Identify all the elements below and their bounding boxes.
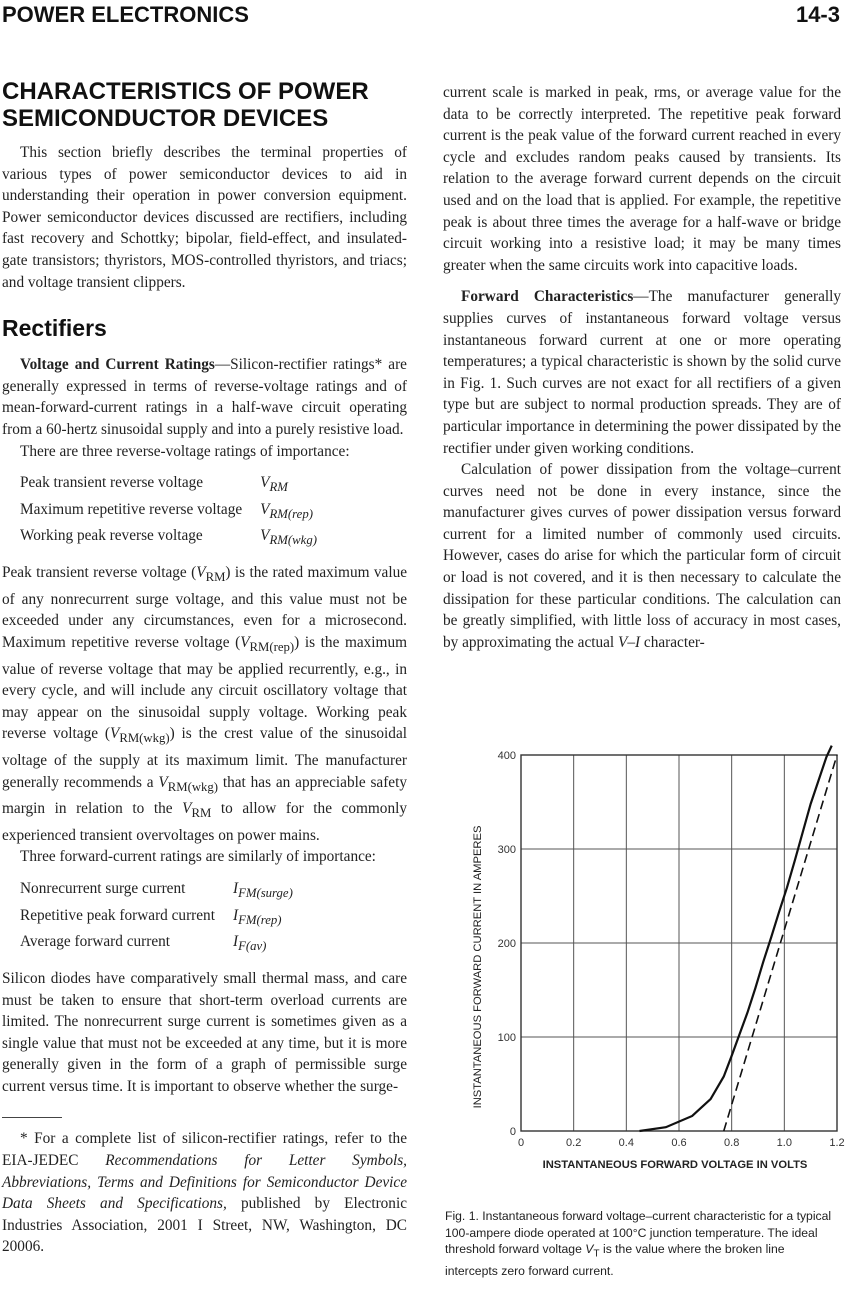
vi-characteristic-chart [443, 735, 845, 1185]
figure-caption: Fig. 1. Instantaneous forward voltage–current characteristic for a typical 100-ampere diode operated at 100°C junction temperature. The ideal threshold forward voltage $V_T$ is the value where the broken line intercepts zero forward current. [445, 1209, 832, 1278]
section-title: CHARACTERISTICS OF POWER SEMICONDUCTOR DEVICES [2, 78, 369, 132]
forward-run-in-head: Forward Characteristics [461, 288, 634, 306]
reverse-intro: There are three reverse-voltage ratings of importance: [20, 442, 350, 460]
reverse-explanation: Peak transient reverse voltage $(V_{RM})$ is the rated maximum value of any nonrecurrent surge voltage, and this value must not be exceeded under any circumstances, even for a microsecond. Maximum repetitive reverse voltage $(V_{RM(rep)})$ is the maximum value of reverse voltage that may be applied recurrently, e.g., in every cycle, and will include any circuit oscillatory voltage that may appear on the sinusoidal supply voltage. Working peak reverse voltage $(V_{RM(wkg)})$ is the crest value of the sinusoidal voltage of the supply at its maximum limit. The manufacturer generally recommends a $V_{RM(wkg)}$ that has an appreciable safety margin in relation to the $V_{RM}$ to allow for the commonly experienced transient overvoltages on power mains. [2, 564, 408, 844]
left-column [2, 78, 407, 1258]
y-tick-label: 200 [497, 938, 516, 950]
footnote: * For a complete list of silicon-rectifier ratings, refer to the EIA-JEDEC Recommendations for Letter Symbols, Abbreviations, Terms and Definitions for Semiconductor Device Data Sheets and Specifications, published by Electronic Industries Association, 2001 I Street, NW, Washington, DC 20006. [2, 1130, 407, 1256]
x-tick-label: 1.0 [776, 1137, 792, 1149]
page-header [0, 0, 846, 36]
rating-symbol: $I_{FM(surge)}$ [232, 880, 293, 901]
y-axis-label: INSTANTANEOUS FORWARD CURRENT IN AMPERES [472, 825, 484, 1109]
running-head: POWER ELECTRONICS [2, 2, 249, 27]
continued-paragraph: current scale is marked in peak, rms, or average value for the data to be correctly interpreted. The repetitive peak forward current is the peak value of the forward current reached in every cycle and excludes random peaks caused by transients. Its relation to the average forward current depends on the circuit used and on the load that is applied. For example, the repetitive peak is about three times the average for a half-wave or bridge circuit working into a resistive load; it may be many times greater when the same circuits work into capacitive loads. [443, 84, 841, 274]
rating-name: Peak transient reverse voltage [20, 474, 204, 492]
rating-name: Working peak reverse voltage [20, 527, 203, 545]
rating-symbol: $I_{F(av)}$ [232, 933, 267, 954]
y-tick-label: 300 [497, 844, 516, 856]
forward-characteristics-paragraph: Forward Characteristics—The manufacturer generally supplies curves of instantaneous forward voltage versus instantaneous forward current at one or more operating temperatures; a typical characteristic is shown by the solid curve in Fig. 1. Such curves are not exact for all rectifiers of a given type but are subject to normal production spreads. They are of particular importance in determining the power dissipated by the rectifier under given working conditions. [443, 288, 842, 457]
rating-name: Average forward current [20, 933, 171, 951]
x-tick-label: 0.8 [724, 1137, 740, 1149]
footnote-rule [2, 1117, 62, 1118]
page-number: 14-3 [795, 2, 840, 27]
table-row [20, 878, 293, 905]
y-tick-label: 0 [509, 1126, 516, 1138]
table-row [20, 931, 293, 958]
surge-paragraph: Silicon diodes have comparatively small thermal mass, and care must be taken to ensure that short-term overload currents are limited. The nonrecurrent surge current is sometimes given as a single value that must not be exceeded at any time, but it is more generally given in the form of a graph of permissible surge current versus time. It is important to observe whether the surge- [2, 969, 407, 1095]
rating-symbol: $V_{RM}$ [260, 474, 288, 495]
reverse-ratings-table [20, 472, 317, 552]
table-row [20, 905, 293, 932]
x-axis-label: INSTANTANEOUS FORWARD VOLTAGE IN VOLTS [542, 1159, 808, 1171]
ratings-paragraph [2, 354, 407, 440]
rating-symbol: $I_{FM(rep)}$ [232, 906, 282, 927]
table-row [20, 499, 317, 526]
characteristic-curve [640, 746, 832, 1131]
x-tick-label: 0 [517, 1137, 525, 1149]
right-column [443, 82, 841, 653]
rating-name: Nonrecurrent surge current [20, 880, 186, 897]
forward-intro: Three forward-current ratings are similarly of importance: [20, 848, 376, 866]
rating-name: Maximum repetitive reverse voltage [20, 500, 243, 518]
rating-symbol: $V_{RM(rep)}$ [260, 500, 313, 521]
y-tick-label: 100 [497, 1032, 516, 1044]
table-row [20, 525, 317, 552]
forward-ratings-table [20, 878, 293, 958]
y-tick-label: 400 [497, 750, 516, 762]
x-tick-label: 0.6 [671, 1137, 687, 1149]
x-tick-label: 0.2 [566, 1137, 582, 1149]
ratings-body: —Silicon-rectifier ratings* are generally expressed in terms of reverse-voltage ratings and of mean-forward-current ratings in a half-wave circuit operating from a 60-hertz sinusoidal supply and into a purely resistive load. [2, 356, 407, 438]
table-row [20, 472, 317, 499]
figure-1 [443, 735, 845, 1185]
ratings-run-in-head: Voltage and Current Ratings [20, 356, 215, 374]
x-tick-label: 1.2 [829, 1137, 845, 1149]
subsection-title: Rectifiers [2, 315, 107, 342]
rating-name: Repetitive peak forward current [20, 906, 215, 924]
calculation-paragraph: Calculation of power dissipation from the voltage–current curves need not be done in every instance, since the manufacturer gives curves of power dissipation versus forward current for a limited number of commonly used circuits. However, cases do arise for which the particular form of circuit or load is not covered, and it is then necessary to calculate the dissipation for these particular conditions. The calculation can be greatly simplified, with little loss of accuracy in most cases, by approximating the actual V–I character- [443, 461, 841, 651]
rating-symbol: $V_{RM(wkg)}$ [260, 527, 317, 548]
intro-paragraph: This section briefly describes the terminal properties of various types of power semiconductor devices to aid in understanding their operation in power conversion equipment. Power semiconductor devices discussed are rectifiers, including fast recovery and Schottky; bipolar, field-effect, and insulated-gate transistors; thyristors, MOS-controlled thyristors, and triacs; and voltage transient clippers. [2, 144, 407, 291]
x-tick-label: 0.4 [618, 1137, 634, 1149]
